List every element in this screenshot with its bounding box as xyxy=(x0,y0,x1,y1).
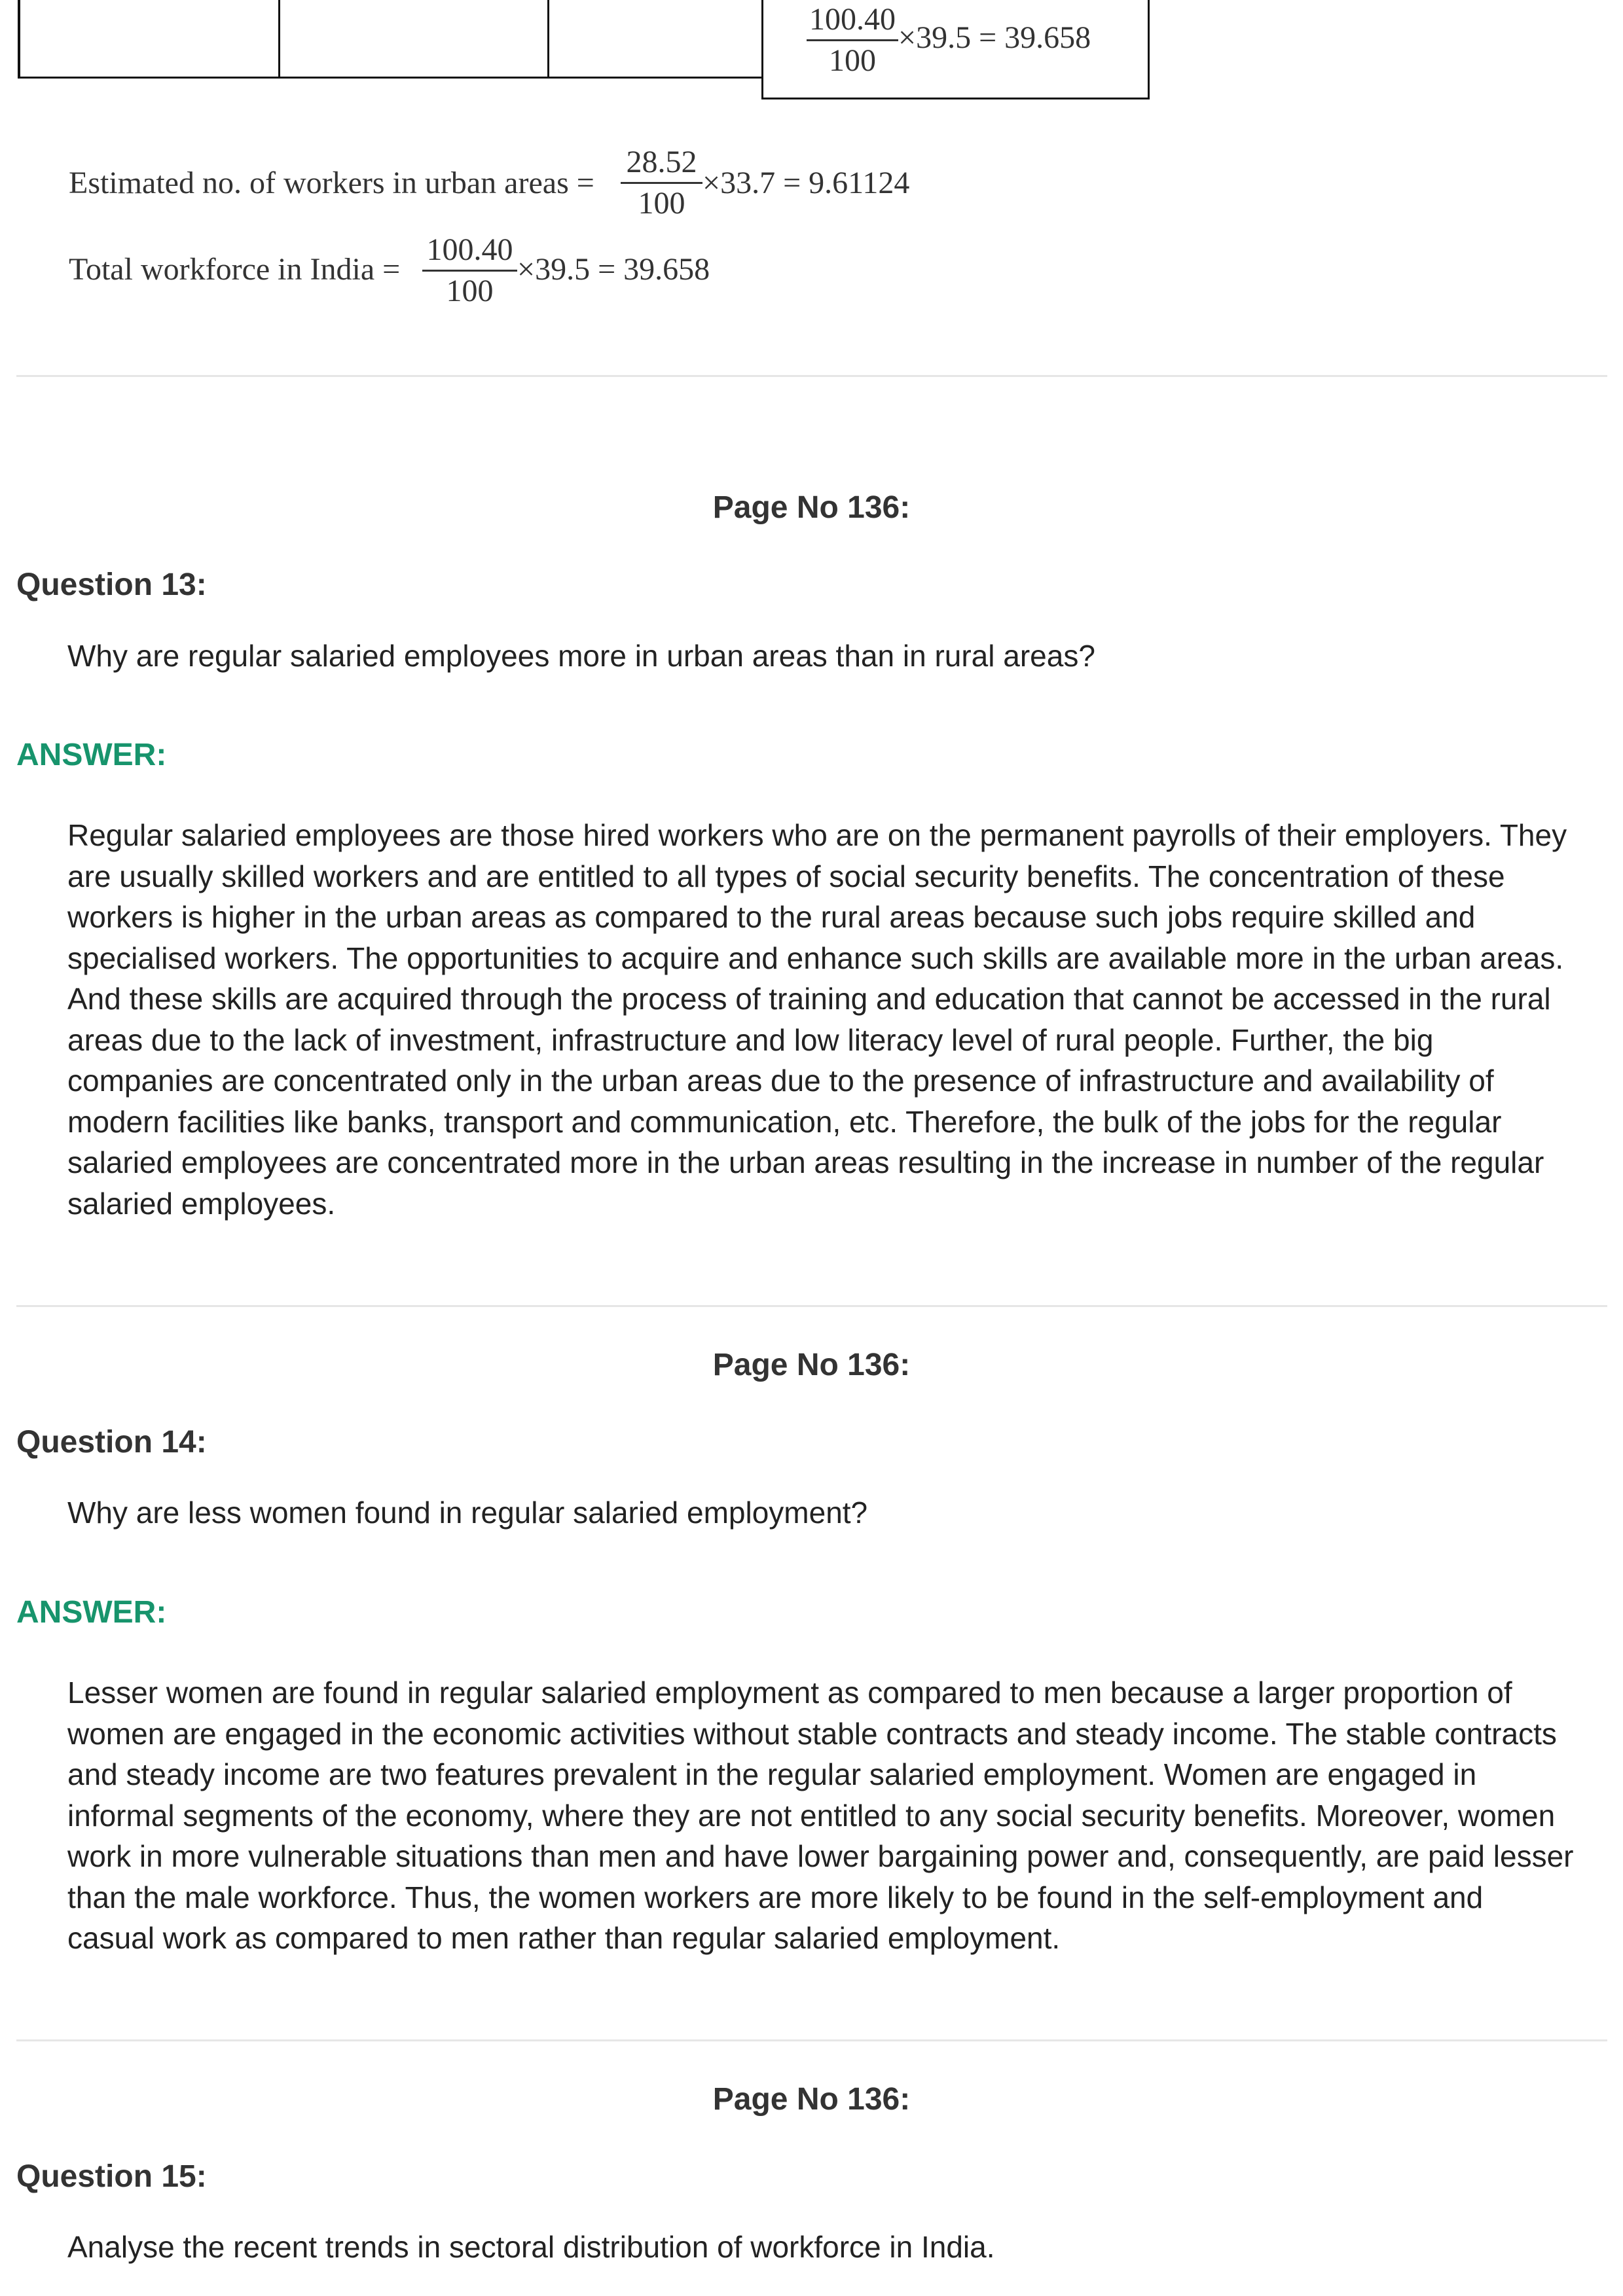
question-text: Analyse the recent trends in sectoral distribution of workforce in India. xyxy=(67,2230,995,2264)
formula-total-result: ×39.5 = 39.658 xyxy=(517,252,710,287)
answer-line: are usually skilled workers and are entitled to all types of social security benefits. The concentration of these xyxy=(67,859,1505,893)
answer-body xyxy=(67,815,1603,1224)
page-number-heading: Page No 136: xyxy=(712,490,911,525)
formula-urban-result: ×33.7 = 9.61124 xyxy=(702,166,910,200)
question-heading: Question 14: xyxy=(16,1425,207,1460)
answer-line: And these skills are acquired through the process of training and education that cannot be accessed in the rural xyxy=(67,982,1551,1016)
answer-line: areas due to the lack of investment, infrastructure and low literacy level of rural people. Further, the big xyxy=(67,1022,1434,1057)
section-divider xyxy=(16,375,1607,377)
table-bottom-left xyxy=(18,77,763,79)
question-heading: Question 15: xyxy=(16,2159,207,2194)
formula-urban-fraction: 28.52 100 xyxy=(621,143,702,223)
answer-heading: ANSWER: xyxy=(16,738,167,772)
page-number-heading: Page No 136: xyxy=(712,2082,911,2117)
answer-line: workers is higher in the urban areas as compared to the rural areas because such jobs require skilled and xyxy=(67,900,1476,934)
answer-line: casual work as compared to men rather than regular salaried employment. xyxy=(67,1921,1061,1955)
answer-line: Lesser women are found in regular salaried employment as compared to men because a larger proportion of xyxy=(67,1676,1512,1710)
table-border-right xyxy=(1148,0,1150,99)
answer-line: specialised workers. The opportunities to acquire and enhance such skills are available more in the urban areas. xyxy=(67,941,1564,975)
answer-body xyxy=(67,1672,1603,1959)
question-text: Why are less women found in regular salaried employment? xyxy=(67,1496,868,1530)
answer-line: salaried employees. xyxy=(67,1186,336,1221)
table-divider-2 xyxy=(547,0,549,79)
answer-line: informal segments of the economy, where they are not entitled to any social security benefits. Moreover, women xyxy=(67,1798,1556,1833)
question-text: Why are regular salaried employees more in urban areas than in rural areas? xyxy=(67,639,1095,673)
answer-line: Regular salaried employees are those hired workers who are on the permanent payrolls of their employers. They xyxy=(67,818,1567,852)
table-divider-1 xyxy=(278,0,280,79)
table-bottom-right xyxy=(761,98,1150,99)
section-divider xyxy=(16,2039,1607,2041)
answer-line: women are engaged in the economic activities without stable contracts and steady income. The stable contracts xyxy=(67,1716,1557,1751)
answer-heading: ANSWER: xyxy=(16,1595,167,1630)
section-divider xyxy=(16,1305,1607,1307)
table-divider-3 xyxy=(761,0,763,99)
table-border-left xyxy=(18,0,20,79)
formula-total-fraction: 100.40 100 xyxy=(422,230,517,311)
formula-urban-lhs: Estimated no. of workers in urban areas = xyxy=(69,166,594,200)
question-heading: Question 13: xyxy=(16,567,207,602)
answer-line: modern facilities like banks, transport and communication, etc. Therefore, the bulk of the jobs for the regular xyxy=(67,1104,1502,1139)
formula-total-lhs: Total workforce in India = xyxy=(69,252,401,287)
answer-line: than the male workforce. Thus, the women workers are more likely to be found in the self-employment and xyxy=(67,1880,1484,1914)
page-number-heading: Page No 136: xyxy=(712,1348,911,1382)
answer-line: and steady income are two features prevalent in the regular salaried employment. Women are engaged in xyxy=(67,1757,1477,1791)
answer-line: companies are concentrated only in the urban areas due to the presence of infrastructure and availability of xyxy=(67,1064,1494,1098)
answer-line: work in more vulnerable situations than men and have lower bargaining power and, consequently, are paid lesser xyxy=(67,1839,1574,1873)
answer-line: salaried employees are concentrated more in the urban areas resulting in the increase in number of the regular xyxy=(67,1145,1544,1179)
